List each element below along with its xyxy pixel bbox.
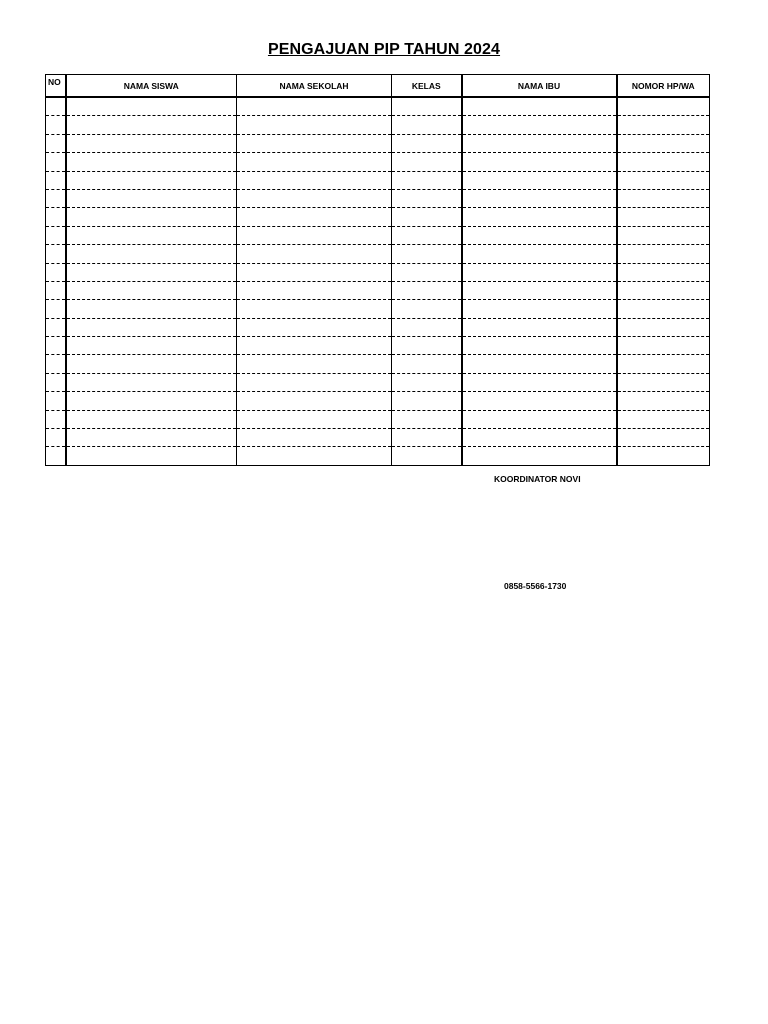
table-row: [46, 263, 710, 281]
cell-no[interactable]: [46, 134, 66, 152]
cell-nama-sekolah[interactable]: [237, 153, 392, 171]
cell-nomor-hp-wa[interactable]: [617, 245, 710, 263]
cell-no[interactable]: [46, 153, 66, 171]
column-header-nama-sekolah: NAMA SEKOLAH: [237, 75, 392, 98]
cell-nomor-hp-wa[interactable]: [617, 226, 710, 244]
cell-kelas[interactable]: [392, 410, 462, 428]
cell-nama-sekolah[interactable]: [237, 410, 392, 428]
table-row: [46, 318, 710, 336]
cell-kelas[interactable]: [392, 97, 462, 116]
cell-kelas[interactable]: [392, 373, 462, 391]
cell-kelas[interactable]: [392, 134, 462, 152]
cell-nomor-hp-wa[interactable]: [617, 189, 710, 207]
table-row: [46, 116, 710, 134]
cell-nama-sekolah[interactable]: [237, 208, 392, 226]
cell-no[interactable]: [46, 245, 66, 263]
cell-nama-ibu[interactable]: [462, 447, 617, 465]
cell-kelas[interactable]: [392, 208, 462, 226]
cell-nama-sekolah[interactable]: [237, 97, 392, 116]
cell-nama-siswa[interactable]: [66, 189, 237, 207]
cell-nama-ibu[interactable]: [462, 410, 617, 428]
cell-nama-siswa[interactable]: [66, 410, 237, 428]
cell-no[interactable]: [46, 447, 66, 465]
cell-nomor-hp-wa[interactable]: [617, 429, 710, 447]
cell-nomor-hp-wa[interactable]: [617, 337, 710, 355]
cell-kelas[interactable]: [392, 447, 462, 465]
coordinator-phone: 0858-5566-1730: [504, 581, 567, 591]
document-title: PENGAJUAN PIP TAHUN 2024: [267, 41, 501, 58]
cell-kelas[interactable]: [392, 171, 462, 189]
cell-no[interactable]: [46, 189, 66, 207]
submission-table: [45, 74, 710, 466]
cell-nama-sekolah[interactable]: [237, 226, 392, 244]
cell-nama-sekolah[interactable]: [237, 355, 392, 373]
cell-nama-sekolah[interactable]: [237, 392, 392, 410]
cell-nama-ibu[interactable]: [462, 355, 617, 373]
table-row: [46, 373, 710, 391]
table-row: [46, 447, 710, 465]
cell-nama-siswa[interactable]: [66, 281, 237, 299]
cell-nama-siswa[interactable]: [66, 153, 237, 171]
table-row: [46, 189, 710, 207]
cell-nama-siswa[interactable]: [66, 429, 237, 447]
cell-kelas[interactable]: [392, 245, 462, 263]
table-row: [46, 355, 710, 373]
cell-nama-ibu[interactable]: [462, 208, 617, 226]
cell-nomor-hp-wa[interactable]: [617, 97, 710, 116]
cell-nama-sekolah[interactable]: [237, 300, 392, 318]
cell-no[interactable]: [46, 226, 66, 244]
table-row: [46, 97, 710, 116]
cell-no[interactable]: [46, 97, 66, 116]
cell-nama-sekolah[interactable]: [237, 429, 392, 447]
table-row: [46, 245, 710, 263]
table-row: [46, 134, 710, 152]
table-row: [46, 281, 710, 299]
cell-no[interactable]: [46, 208, 66, 226]
table-row: [46, 171, 710, 189]
cell-nama-siswa[interactable]: [66, 447, 237, 465]
coordinator-label: KOORDINATOR NOVI: [494, 474, 581, 484]
cell-nama-sekolah[interactable]: [237, 373, 392, 391]
cell-kelas[interactable]: [392, 189, 462, 207]
table-row: [46, 208, 710, 226]
cell-nomor-hp-wa[interactable]: [617, 263, 710, 281]
cell-nama-ibu[interactable]: [462, 245, 617, 263]
cell-no[interactable]: [46, 429, 66, 447]
cell-nama-siswa[interactable]: [66, 355, 237, 373]
table-row: [46, 337, 710, 355]
cell-nama-ibu[interactable]: [462, 116, 617, 134]
cell-nama-ibu[interactable]: [462, 429, 617, 447]
cell-nomor-hp-wa[interactable]: [617, 281, 710, 299]
cell-nama-sekolah[interactable]: [237, 171, 392, 189]
cell-nomor-hp-wa[interactable]: [617, 153, 710, 171]
cell-kelas[interactable]: [392, 355, 462, 373]
cell-nama-ibu[interactable]: [462, 392, 617, 410]
table-body: [46, 97, 710, 465]
cell-nama-siswa[interactable]: [66, 300, 237, 318]
cell-no[interactable]: [46, 410, 66, 428]
cell-nama-ibu[interactable]: [462, 153, 617, 171]
table-header-row: [46, 75, 710, 98]
cell-kelas[interactable]: [392, 300, 462, 318]
cell-nama-sekolah[interactable]: [237, 337, 392, 355]
cell-nama-sekolah[interactable]: [237, 245, 392, 263]
cell-nama-ibu[interactable]: [462, 337, 617, 355]
cell-no[interactable]: [46, 281, 66, 299]
column-header-no: NO: [46, 75, 66, 98]
table-row: [46, 429, 710, 447]
cell-kelas[interactable]: [392, 153, 462, 171]
column-header-nomor-hp-wa: NOMOR HP/WA: [617, 75, 710, 98]
cell-no[interactable]: [46, 263, 66, 281]
cell-kelas[interactable]: [392, 392, 462, 410]
cell-nomor-hp-wa[interactable]: [617, 410, 710, 428]
cell-nomor-hp-wa[interactable]: [617, 355, 710, 373]
cell-nama-siswa[interactable]: [66, 245, 237, 263]
column-header-nama-siswa: NAMA SISWA: [66, 75, 237, 98]
cell-kelas[interactable]: [392, 226, 462, 244]
cell-kelas[interactable]: [392, 281, 462, 299]
cell-nama-sekolah[interactable]: [237, 281, 392, 299]
cell-nama-ibu[interactable]: [462, 318, 617, 336]
cell-nama-sekolah[interactable]: [237, 116, 392, 134]
cell-nama-ibu[interactable]: [462, 263, 617, 281]
table-row: [46, 392, 710, 410]
cell-nama-ibu[interactable]: [462, 189, 617, 207]
cell-no[interactable]: [46, 116, 66, 134]
cell-nama-siswa[interactable]: [66, 134, 237, 152]
cell-nomor-hp-wa[interactable]: [617, 171, 710, 189]
column-header-nama-ibu: NAMA IBU: [462, 75, 617, 98]
cell-nama-sekolah[interactable]: [237, 134, 392, 152]
cell-nama-ibu[interactable]: [462, 171, 617, 189]
cell-nama-sekolah[interactable]: [237, 318, 392, 336]
cell-nama-siswa[interactable]: [66, 208, 237, 226]
cell-kelas[interactable]: [392, 116, 462, 134]
cell-nomor-hp-wa[interactable]: [617, 447, 710, 465]
cell-nama-ibu[interactable]: [462, 226, 617, 244]
cell-nama-siswa[interactable]: [66, 373, 237, 391]
cell-nama-sekolah[interactable]: [237, 447, 392, 465]
cell-nama-ibu[interactable]: [462, 300, 617, 318]
table-row: [46, 300, 710, 318]
cell-nama-ibu[interactable]: [462, 373, 617, 391]
cell-no[interactable]: [46, 373, 66, 391]
cell-nama-siswa[interactable]: [66, 318, 237, 336]
cell-nama-ibu[interactable]: [462, 281, 617, 299]
cell-no[interactable]: [46, 392, 66, 410]
cell-nomor-hp-wa[interactable]: [617, 208, 710, 226]
cell-nama-sekolah[interactable]: [237, 189, 392, 207]
cell-no[interactable]: [46, 337, 66, 355]
cell-kelas[interactable]: [392, 263, 462, 281]
cell-nomor-hp-wa[interactable]: [617, 300, 710, 318]
cell-kelas[interactable]: [392, 337, 462, 355]
cell-nomor-hp-wa[interactable]: [617, 318, 710, 336]
column-header-kelas: KELAS: [392, 75, 462, 98]
cell-no[interactable]: [46, 318, 66, 336]
cell-nomor-hp-wa[interactable]: [617, 373, 710, 391]
cell-nama-siswa[interactable]: [66, 226, 237, 244]
cell-nomor-hp-wa[interactable]: [617, 392, 710, 410]
cell-kelas[interactable]: [392, 318, 462, 336]
cell-nama-siswa[interactable]: [66, 337, 237, 355]
cell-nomor-hp-wa[interactable]: [617, 134, 710, 152]
cell-no[interactable]: [46, 171, 66, 189]
cell-no[interactable]: [46, 355, 66, 373]
cell-nama-siswa[interactable]: [66, 97, 237, 116]
cell-nama-siswa[interactable]: [66, 171, 237, 189]
cell-nama-sekolah[interactable]: [237, 263, 392, 281]
cell-nama-siswa[interactable]: [66, 116, 237, 134]
cell-nama-siswa[interactable]: [66, 392, 237, 410]
table-row: [46, 226, 710, 244]
cell-nama-ibu[interactable]: [462, 97, 617, 116]
table-row: [46, 153, 710, 171]
cell-kelas[interactable]: [392, 429, 462, 447]
cell-no[interactable]: [46, 300, 66, 318]
cell-nama-siswa[interactable]: [66, 263, 237, 281]
cell-nama-ibu[interactable]: [462, 134, 617, 152]
cell-nomor-hp-wa[interactable]: [617, 116, 710, 134]
table-row: [46, 410, 710, 428]
